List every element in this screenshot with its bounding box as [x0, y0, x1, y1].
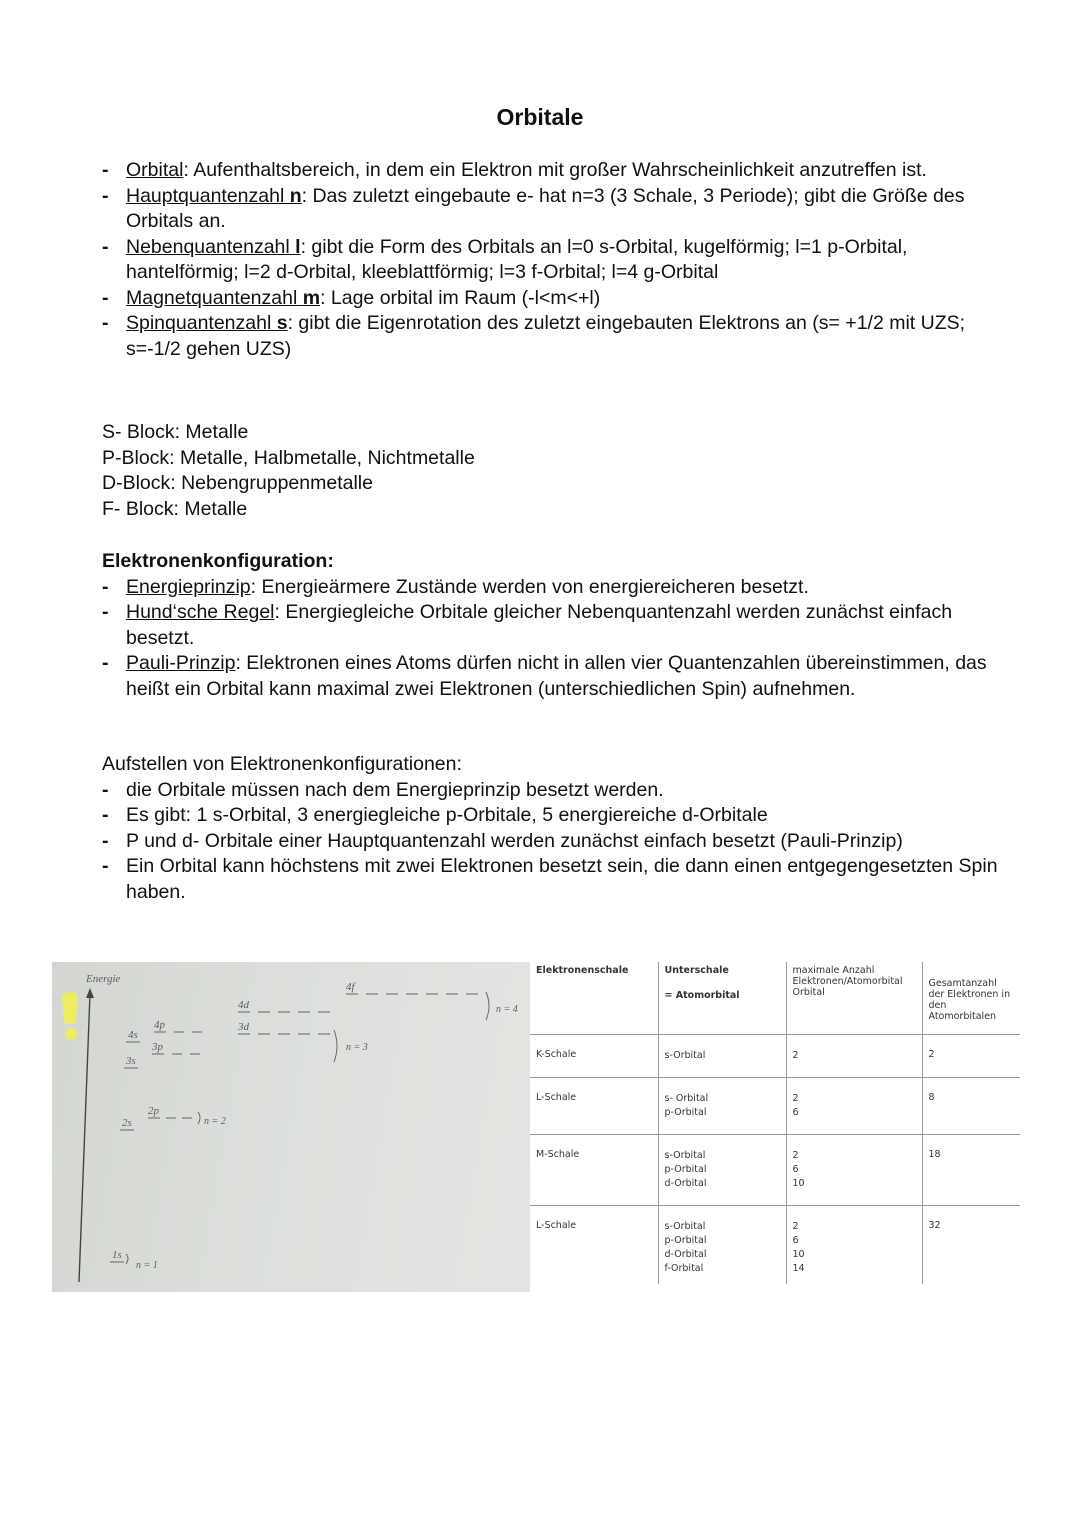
shell-label-n3: n = 3	[346, 1042, 368, 1053]
shell-label-n2: n = 2	[204, 1116, 226, 1127]
max-value: 10	[792, 1248, 805, 1260]
header-subshell	[658, 962, 786, 1034]
setup-item: - Es gibt: 1 s-Orbital, 3 energiegleiche p-Orbitale, 5 energiereiche d-Orbitale	[102, 803, 1002, 829]
max-value: 10	[792, 1177, 805, 1189]
rule-term: Hund‘sche Regel	[126, 601, 275, 623]
definition-item	[102, 184, 1002, 235]
subshell-value: s-Orbital	[664, 1149, 706, 1161]
definition-term: Magnetquantenzahl	[126, 286, 303, 309]
cell-total: 32	[922, 1205, 1020, 1284]
subshell-value: p-Orbital	[664, 1163, 707, 1175]
orbital-label-4p: 4p	[154, 1019, 165, 1031]
cell-total: 2	[922, 1034, 1020, 1077]
cell-shell: K-Schale	[536, 1048, 577, 1060]
block-line: P-Block: Metalle, Halbmetalle, Nichtmetalle	[102, 446, 475, 469]
definition-item	[102, 235, 1002, 286]
header-shell: Elektronenschale	[536, 965, 629, 976]
shell-label-n4: n = 4	[496, 1004, 518, 1015]
orbital-label-3s: 3s	[126, 1055, 136, 1067]
brace	[486, 992, 489, 1020]
setup-item: - die Orbitale müssen nach dem Energieprinzip besetzt werden.	[102, 778, 1002, 804]
cell-subshells	[658, 1077, 786, 1134]
header-max: maximale Anzahl Elektronen/Atomorbital Orbital	[786, 962, 922, 1034]
config-section	[102, 549, 1002, 702]
cell-total: 8	[922, 1077, 1020, 1134]
header-subshell-line2: = Atomorbital	[664, 990, 740, 1001]
subshell-value: d-Orbital	[664, 1177, 707, 1189]
setup-item: - Ein Orbital kann höchstens mit zwei Elektronen besetzt sein, die dann einen entgegengesetzten Spin haben.	[102, 854, 1002, 905]
rule-text: : Energiegleiche Orbitale gleicher Nebenquantenzahl werden zunächst einfach besetzt.	[126, 601, 953, 649]
definition-text: : Aufenthaltsbereich, in dem ein Elektron mit großer Wahrscheinlichkeit anzutreffen ist.	[183, 159, 927, 181]
rule-item	[102, 575, 1002, 601]
subshell-value: d-Orbital	[664, 1248, 707, 1260]
block-line: D-Block: Nebengruppenmetalle	[102, 472, 373, 494]
table-row	[530, 1034, 1020, 1077]
orbital-label-3d: 3d	[238, 1021, 249, 1033]
orbital-label-3p: 3p	[152, 1041, 163, 1053]
max-value: 6	[792, 1163, 799, 1175]
definition-item	[102, 158, 1002, 184]
max-value: 6	[792, 1234, 799, 1246]
orbital-label-2p: 2p	[148, 1105, 159, 1117]
header-total: Gesamtanzahl der Elektronen in den Atomorbitalen	[922, 962, 1020, 1034]
header-subshell-line1: Unterschale	[664, 965, 729, 976]
table-row	[530, 1205, 1020, 1284]
highlighter-mark	[62, 992, 78, 1040]
definition-text: : Das zuletzt eingebaute e- hat n=3 (3 Schale, 3 Periode); gibt die Größe des Orbitals an.	[126, 184, 965, 232]
max-value: 2	[792, 1092, 799, 1104]
brace	[126, 1254, 128, 1264]
rule-text: : Elektronen eines Atoms dürfen nicht in allen vier Quantenzahlen übereinstimmen, das heißt ein Orbital kann maximal zwei Elektronen (unterschiedlichen Spin) aufnehmen.	[126, 652, 987, 700]
axis-label: Energie	[86, 973, 121, 985]
shell-label-n1: n = 1	[136, 1260, 158, 1271]
definition-term: Nebenquantenzahl	[126, 235, 296, 258]
subshell-value: s- Orbital	[664, 1092, 709, 1104]
cell-max	[786, 1205, 922, 1284]
table-row	[530, 1134, 1020, 1205]
definition-symbol: m	[302, 286, 321, 309]
energy-level-diagram	[52, 962, 530, 1292]
cell-subshells	[658, 1034, 786, 1077]
setup-heading: Aufstellen von Elektronenkonfigurationen:	[102, 753, 462, 775]
subshell-value: s-Orbital	[664, 1220, 706, 1232]
max-value: 2	[792, 1149, 799, 1161]
orbital-label-1s: 1s	[112, 1249, 122, 1261]
cell-max	[786, 1034, 922, 1077]
block-list	[102, 420, 1002, 522]
definition-item	[102, 286, 1002, 312]
definition-symbol: n	[289, 184, 302, 207]
config-heading: Elektronenkonfiguration:	[102, 550, 334, 572]
cell-shell: L-Schale	[536, 1219, 577, 1231]
definition-symbol: l	[295, 235, 301, 258]
setup-item: - P und d- Orbitale einer Hauptquantenzahl werden zunächst einfach besetzt (Pauli-Prinzip)	[102, 829, 1002, 855]
max-value: 6	[792, 1106, 799, 1118]
block-line: S- Block: Metalle	[102, 421, 249, 443]
subshell-value: p-Orbital	[664, 1234, 707, 1246]
definition-text: : gibt die Eigenrotation des zuletzt eingebauten Elektrons an (s= +1/2 mit UZS; s=-1/2 gehen UZS)	[126, 312, 966, 360]
rule-item	[102, 651, 1002, 702]
rule-item	[102, 600, 1002, 651]
shell-table-grid	[530, 962, 1020, 1284]
rule-term: Pauli-Prinzip	[126, 652, 236, 674]
brace	[198, 1112, 200, 1124]
definition-term: Spinquantenzahl	[126, 312, 277, 334]
definition-item	[102, 311, 1002, 362]
brace	[334, 1030, 337, 1062]
axis-arrow-icon	[86, 988, 94, 998]
subshell-value: p-Orbital	[664, 1106, 707, 1118]
block-line: F- Block: Metalle	[102, 497, 248, 520]
definition-text: : gibt die Form des Orbitals an l=0 s-Orbital, kugelförmig; l=1 p-Orbital, hantelförmig; l=2 d-Orbital, kleeblattförmig; l=3 f-Orbital; l=4 g-Orbital	[126, 235, 908, 283]
definition-text: : Lage orbital im Raum (-l<m<+l)	[320, 286, 601, 309]
setup-section	[102, 752, 1002, 905]
cell-subshells	[658, 1134, 786, 1205]
energy-axis	[79, 994, 90, 1282]
rule-term: Energieprinzip	[126, 575, 251, 598]
max-value: 2	[792, 1049, 799, 1061]
quantum-definitions	[102, 158, 1002, 362]
page-title: Orbitale	[496, 104, 584, 130]
cell-max	[786, 1134, 922, 1205]
definition-term: Hauptquantenzahl	[126, 184, 290, 207]
orbital-label-4d: 4d	[238, 999, 249, 1011]
cell-subshells	[658, 1205, 786, 1284]
rule-text: : Energieärmere Zustände werden von energiereicheren besetzt.	[250, 575, 809, 598]
cell-shell: L-Schale	[536, 1091, 577, 1103]
definition-symbol: s	[276, 312, 288, 334]
table-row	[530, 1077, 1020, 1134]
cell-max	[786, 1077, 922, 1134]
orbital-label-2s: 2s	[122, 1117, 132, 1129]
table-header-row	[530, 962, 1020, 1034]
shell-table	[530, 962, 1020, 1284]
cell-total: 18	[922, 1134, 1020, 1205]
orbital-label-4f: 4f	[346, 981, 355, 993]
cell-shell: M-Schale	[536, 1148, 580, 1160]
subshell-value: s-Orbital	[664, 1049, 706, 1061]
orbital-label-4s: 4s	[128, 1029, 138, 1041]
subshell-value: f-Orbital	[664, 1262, 704, 1274]
max-value: 14	[792, 1262, 805, 1274]
max-value: 2	[792, 1220, 799, 1232]
definition-term: Orbital	[126, 159, 184, 181]
energy-diagram-svg	[52, 962, 530, 1292]
